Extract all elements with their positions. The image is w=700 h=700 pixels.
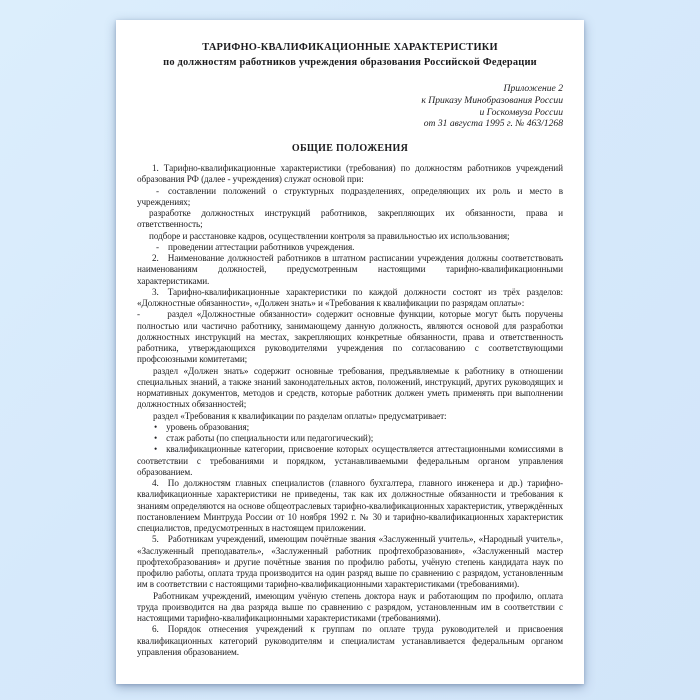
- document-title-line1: ТАРИФНО-КВАЛИФИКАЦИОННЫЕ ХАРАКТЕРИСТИКИ: [202, 42, 498, 53]
- paragraph: 3. Тарифно-квалификационные характеристики по каждой должности состоят из трёх разделов: «Должностные обязанности», «Должен знать» и «Требования к квалификации по разрядам оплаты»:: [137, 286, 563, 309]
- appendix-line: Приложение 2: [503, 83, 563, 94]
- paragraph: раздел «Требования к квалификации по разделам оплаты» предусматривает:: [153, 410, 447, 421]
- appendix-line: от 31 августа 1995 г. № 463/1268: [423, 118, 563, 130]
- paragraph: 1. Тарифно-квалификационные характеристики (требования) по должностям работников учреждений образования РФ (далее - учреждения) служат основой при:: [137, 163, 563, 185]
- paragraph: • стаж работы (по специальности или педагогический);: [154, 433, 374, 444]
- appendix-line: и Госкомвуза России: [479, 106, 563, 118]
- paragraph: подборе и расстановке кадров, осуществлении контроля за правильностью их использования;: [149, 230, 510, 241]
- paragraph: - раздел «Должностные обязанности» содержит основные функции, которые могут быть поручены полностью или частично работнику, занимающему данную должность, являются основой для разработки должностных инструкций на местах, закрепляющих конкретные обязанности, права и ответственность работника, утверждающихся руководителями учреждения по согласованию с соответствующими профсоюзными комитетами;: [137, 309, 563, 365]
- paragraph: • уровень образования;: [154, 421, 250, 432]
- paragraph: 4. По должностям главных специалистов (главного бухгалтера, главного инженера и др.) тарифно-квалификационные характеристики не приведены, так как их должностные обязанности и требования к знаниям определяются на основе общеотраслевых тарифно-квалификационных характеристик, утверждённых постановлением Минтруда России от 10 ноября 1992 г. № 30 и тарифно-квалификационных характеристик специалистов, предусмотренных в настоящем приложении.: [137, 478, 563, 534]
- paragraph: 6. Порядок отнесения учреждений к группам по оплате труда руководителей и присвоения квалификационных категорий руководителям и специалистам устанавливается федеральным органом управления образованием.: [137, 624, 563, 657]
- paragraph: 5. Работникам учреждений, имеющим почётные звания «Заслуженный учитель», «Народный учитель», «Заслуженный преподаватель», «Заслуженный работник профтехобразования», «Заслуженный мастер профтехобразования» и другие почётные звания по профилю работы, учёную степень кандидата наук по профилю работы, оплата труда производится на один разряд выше по сравнению с разрядом, установленным им в соответствии с настоящими тарифно-квалификационными характеристиками (требованиями).: [137, 534, 563, 590]
- appendix-reference: [137, 83, 563, 130]
- document-page: [116, 20, 584, 684]
- document-title: [137, 40, 563, 70]
- document-title-line2: по должностям работников учреждения образования Российской Федерации: [163, 57, 537, 68]
- appendix-line: к Приказу Минобразования России: [421, 94, 563, 106]
- paragraph: разработке должностных инструкций работников, закрепляющих их обязанности, права и ответственность;: [137, 208, 563, 230]
- paragraph: раздел «Должен знать» содержит основные требования, предъявляемые к работнику в отношении специальных знаний, а также знаний законодательных актов, положений, инструкций, других руководящих и нормативных документов, методов и средств, которые работник должен уметь применять при выполнении должностных обязанностей;: [137, 365, 563, 410]
- paragraph: - составлении положений о структурных подразделениях, определяющих их роль и место в учреждениях;: [137, 185, 563, 207]
- paragraph: Работникам учреждений, имеющим учёную степень доктора наук и работающим по профилю, оплата труда производится на два разряда выше по сравнению с разрядом, установленным им в соответствии с настоящими тарифно-квалификационными характеристиками (требованиями).: [137, 590, 563, 624]
- paragraph: • квалификационные категории, присвоение которых осуществляется аттестационными комиссиями в соответствии с требованиями и порядком, устанавливаемыми федеральным органом управления образованием.: [137, 444, 563, 477]
- document-body: [137, 163, 563, 658]
- paragraph: 2. Наименование должностей работников в штатном расписании учреждения должны соответствовать наименованиям должностей, предусмотренным настоящими тарифно-квалификационными характеристиками.: [137, 253, 563, 286]
- paragraph: - проведении аттестации работников учреждения.: [156, 241, 355, 252]
- section-heading: ОБЩИЕ ПОЛОЖЕНИЯ: [291, 143, 409, 155]
